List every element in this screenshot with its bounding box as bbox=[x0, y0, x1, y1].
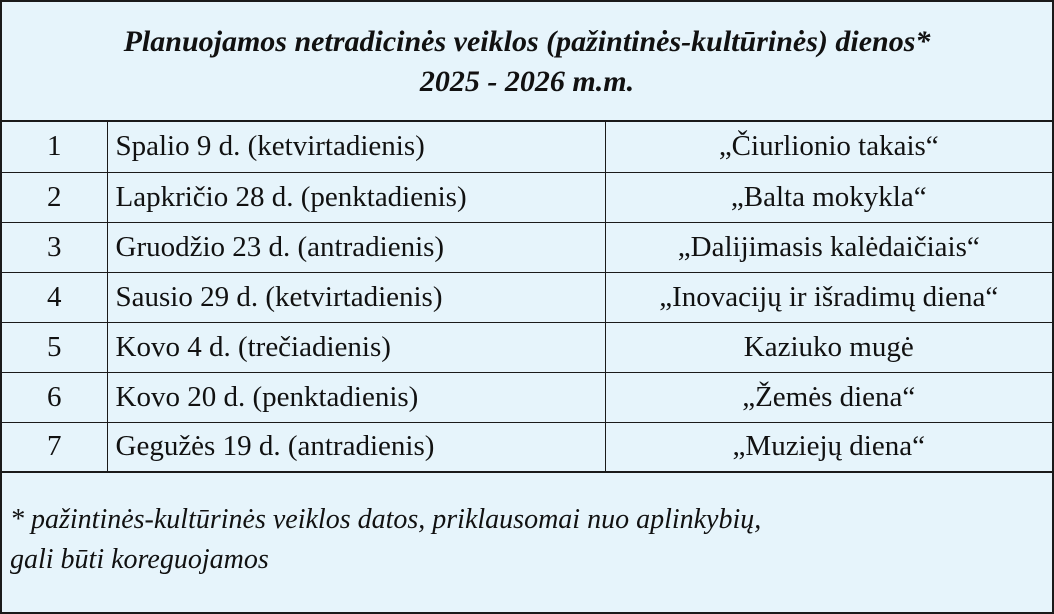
schedule-table bbox=[2, 122, 1052, 473]
footnote-line-1: * pažintinės-kultūrinės veiklos datos, priklausomai nuo aplinkybių, bbox=[10, 504, 762, 535]
row-date: Sausio 29 d. (ketvirtadienis) bbox=[107, 272, 605, 322]
row-event: „Inovacijų ir išradimų diena“ bbox=[605, 272, 1052, 322]
row-event: „Balta mokykla“ bbox=[605, 172, 1052, 222]
table-row bbox=[2, 372, 1052, 422]
row-event: „Čiurlionio takais“ bbox=[605, 122, 1052, 172]
row-number: 7 bbox=[2, 422, 107, 472]
title-line-1: Planuojamos netradicinės veiklos (pažintinės-kultūrinės) dienos* bbox=[123, 25, 931, 58]
table-row bbox=[2, 422, 1052, 472]
table-row bbox=[2, 322, 1052, 372]
row-number: 2 bbox=[2, 172, 107, 222]
row-date: Gegužės 19 d. (antradienis) bbox=[107, 422, 605, 472]
row-event: „Žemės diena“ bbox=[605, 372, 1052, 422]
row-number: 6 bbox=[2, 372, 107, 422]
table-row bbox=[2, 222, 1052, 272]
row-event: Kaziuko mugė bbox=[605, 322, 1052, 372]
title-line-2: 2025 - 2026 m.m. bbox=[419, 65, 635, 98]
table-row bbox=[2, 172, 1052, 222]
page-title bbox=[2, 2, 1052, 122]
table-row bbox=[2, 272, 1052, 322]
row-number: 3 bbox=[2, 222, 107, 272]
row-date: Lapkričio 28 d. (penktadienis) bbox=[107, 172, 605, 222]
row-number: 4 bbox=[2, 272, 107, 322]
footnote bbox=[10, 500, 1040, 580]
row-date: Kovo 20 d. (penktadienis) bbox=[107, 372, 605, 422]
row-date: Kovo 4 d. (trečiadienis) bbox=[107, 322, 605, 372]
table-row bbox=[2, 122, 1052, 172]
footnote-line-2: gali būti koreguojamos bbox=[10, 544, 269, 575]
row-event: „Dalijimasis kalėdaičiais“ bbox=[605, 222, 1052, 272]
row-event: „Muziejų diena“ bbox=[605, 422, 1052, 472]
row-date: Spalio 9 d. (ketvirtadienis) bbox=[107, 122, 605, 172]
row-date: Gruodžio 23 d. (antradienis) bbox=[107, 222, 605, 272]
row-number: 5 bbox=[2, 322, 107, 372]
row-number: 1 bbox=[2, 122, 107, 172]
